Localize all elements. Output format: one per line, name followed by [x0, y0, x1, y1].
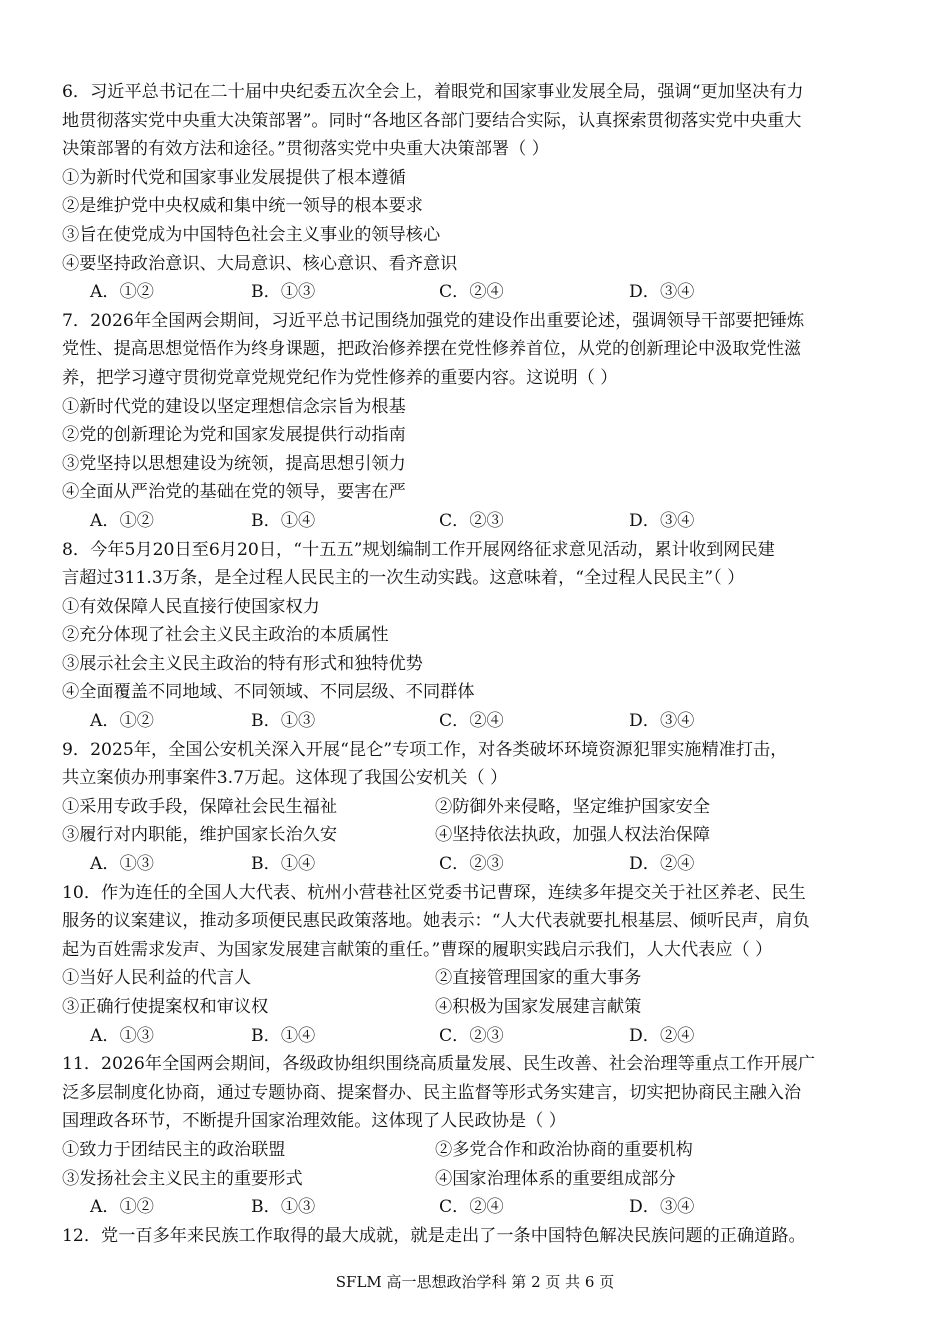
option-d: D．③④ — [629, 510, 695, 531]
statement-item: ②党的创新理论为党和国家发展提供行动指南 — [62, 425, 406, 446]
question-8 — [62, 536, 892, 736]
question-6 — [62, 78, 892, 307]
statement-row — [62, 964, 892, 993]
option-b: B．①③ — [251, 282, 316, 303]
question-stem: 起为百姓需求发声、为国家发展建言献策的重任。”曹琛的履职实践启示我们，人大代表应（ ） — [62, 939, 773, 960]
question-stem: 言超过311.3万条，是全过程人民民主的一次生动实践。这意味着，“全过程人民民主”（ ） — [62, 568, 745, 589]
option-a: A．①② — [90, 282, 154, 303]
statement-item: ①有效保障人民直接行使国家权力 — [62, 596, 320, 617]
option-a: A．①② — [90, 711, 154, 732]
option-a: A．①② — [90, 510, 154, 531]
question-11 — [62, 1050, 892, 1222]
option-c: C．②④ — [439, 282, 504, 303]
question-stem: 10．作为连任的全国人大代表、杭州小营巷社区党委书记曹琛，连续多年提交关于社区养老、民生 — [62, 882, 806, 903]
answer-options — [62, 1193, 892, 1222]
page-footer: SFLM 高一思想政治学科 第 2 页 共 6 页 — [335, 1273, 615, 1291]
statement-item: ①当好人民利益的代言人 — [62, 968, 252, 989]
statement-item: ②多党合作和政治协商的重要机构 — [435, 1139, 693, 1160]
option-c: C．②③ — [439, 510, 504, 531]
question-stem: 11．2026年全国两会期间，各级政协组织围绕高质量发展、民生改善、社会治理等重点工作开展广 — [62, 1054, 816, 1075]
option-a: A．①③ — [90, 854, 154, 875]
option-a: A．①② — [90, 1197, 154, 1218]
answer-options — [62, 278, 892, 307]
option-c: C．②③ — [439, 854, 504, 875]
question-stem: 6．习近平总书记在二十届中央纪委五次全会上，着眼党和国家事业发展全局，强调“更加坚决有力 — [62, 82, 804, 102]
statement-item: ④全面从严治党的基础在党的领导，要害在严 — [62, 482, 406, 503]
statement-item: ②防御外来侵略，坚定维护国家安全 — [435, 796, 711, 817]
question-stem: 决策部署的有效方法和途径。”贯彻落实党中央重大决策部署（ ） — [62, 139, 549, 160]
question-10 — [62, 879, 892, 1051]
option-a: A．①③ — [90, 1025, 154, 1046]
option-d: D．③④ — [629, 711, 695, 732]
statement-row — [62, 1165, 892, 1194]
question-stem: 服务的议案建议，推动多项便民惠民政策落地。她表示：“人大代表就要扎根基层、倾听民声，肩负 — [62, 911, 810, 932]
statement-item: ②直接管理国家的重大事务 — [435, 968, 642, 989]
question-stem: 共立案侦办刑事案件3.7万起。这体现了我国公安机关（ ） — [62, 768, 508, 789]
statement-item: ③履行对内职能，维护国家长治久安 — [62, 825, 338, 846]
question-stem: 8．今年5月20日至6月20日，“十五五”规划编制工作开展网络征求意见活动，累计收到网民建 — [62, 539, 775, 560]
option-c: C．②③ — [439, 1025, 504, 1046]
statement-item: ④积极为国家发展建言献策 — [435, 997, 642, 1017]
question-stem: 养，把学习遵守贯彻党章党规党纪作为党性修养的重要内容。这说明（ ） — [62, 367, 618, 388]
option-c: C．②④ — [439, 711, 504, 732]
statement-row — [62, 993, 892, 1022]
question-12 — [62, 1222, 892, 1251]
statement-item: ①为新时代党和国家事业发展提供了根本遵循 — [62, 167, 406, 188]
statement-item: ①新时代党的建设以坚定理想信念宗旨为根基 — [62, 396, 406, 417]
statement-row — [62, 793, 892, 822]
question-stem: 党性、提高思想觉悟作为终身课题，把政治修养摆在党性修养首位，从党的创新理论中汲取党性滋 — [62, 339, 802, 360]
statement-item: ④要坚持政治意识、大局意识、核心意识、看齐意识 — [62, 253, 458, 274]
answer-options — [62, 707, 892, 736]
question-stem: 泛多层制度化协商，通过专题协商、提案督办、民主监督等形式务实建言，切实把协商民主融入治 — [62, 1082, 802, 1103]
statement-item: ①致力于团结民主的政治联盟 — [62, 1139, 286, 1160]
option-d: D．③④ — [629, 282, 695, 303]
statement-item: ④坚持依法执政，加强人权法治保障 — [435, 825, 711, 846]
answer-options — [62, 1022, 892, 1051]
option-d: D．③④ — [629, 1197, 695, 1218]
option-d: D．②④ — [629, 854, 695, 875]
statement-item: ①采用专政手段，保障社会民生福祉 — [62, 796, 338, 817]
question-9 — [62, 736, 892, 879]
statement-row — [62, 1136, 892, 1165]
option-b: B．①③ — [251, 711, 316, 732]
option-b: B．①④ — [251, 510, 316, 531]
exam-page — [62, 78, 892, 1250]
statement-item: ③展示社会主义民主政治的特有形式和独特优势 — [62, 653, 423, 674]
option-c: C．②④ — [439, 1197, 504, 1218]
statement-item: ②是维护党中央权威和集中统一领导的根本要求 — [62, 196, 423, 217]
question-stem: 12．党一百多年来民族工作取得的最大成就，就是走出了一条中国特色解决民族问题的正确道路。 — [62, 1225, 806, 1246]
question-stem: 7．2026年全国两会期间，习近平总书记围绕加强党的建设作出重要论述，强调领导干部要把锤炼 — [62, 310, 805, 331]
question-7 — [62, 307, 892, 536]
option-b: B．①③ — [251, 1197, 316, 1218]
option-d: D．②④ — [629, 1025, 695, 1046]
statement-item: ③正确行使提案权和审议权 — [62, 997, 269, 1017]
answer-options — [62, 507, 892, 536]
option-b: B．①④ — [251, 1025, 316, 1046]
statement-item: ④国家治理体系的重要组成部分 — [435, 1168, 676, 1189]
statement-row — [62, 821, 892, 850]
question-stem: 国理政各环节，不断提升国家治理效能。这体现了人民政协是（ ） — [62, 1111, 566, 1132]
question-stem: 9．2025年，全国公安机关深入开展“昆仑”专项工作，对各类破坏环境资源犯罪实施精准打击， — [62, 739, 788, 760]
statement-item: ③旨在使党成为中国特色社会主义事业的领导核心 — [62, 224, 441, 245]
statement-item: ③发扬社会主义民主的重要形式 — [62, 1168, 303, 1189]
answer-options — [62, 850, 892, 879]
statement-item: ④全面覆盖不同地域、不同领域、不同层级、不同群体 — [62, 682, 475, 703]
statement-item: ②充分体现了社会主义民主政治的本质属性 — [62, 625, 389, 646]
question-stem: 地贯彻落实党中央重大决策部署”。同时“各地区各部门要结合实际，认真探索贯彻落实党中央重大 — [62, 110, 802, 131]
option-b: B．①④ — [251, 854, 316, 875]
statement-item: ③党坚持以思想建设为统领，提高思想引领力 — [62, 453, 406, 474]
